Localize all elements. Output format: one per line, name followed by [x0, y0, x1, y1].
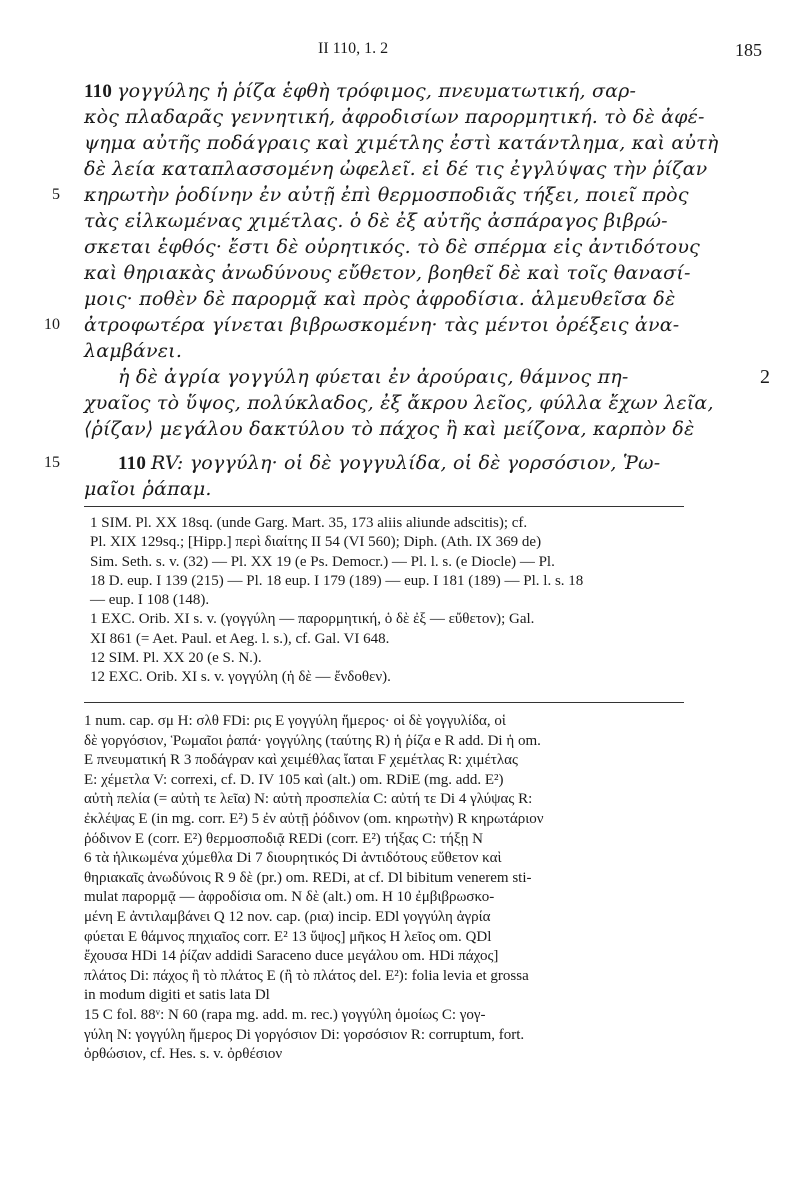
text-line: μαῖοι ῥάπαμ. [84, 478, 212, 500]
section-number: 110 [118, 453, 152, 474]
critical-line: φύεται E θάμνος πηχιαῖος corr. E² 13 ὕψος] μῆκος H λεῖος om. QDl [84, 928, 492, 945]
apparatus-line: 18 D. eup. I 139 (215) — Pl. 18 eup. I 179 (189) — eup. I 181 (189) — Pl. l. s. 18 [90, 572, 584, 589]
critical-line: 1 num. cap. σμ H: σλθ FDi: ρις E γογγύλη ἥμερος· οἱ δὲ γογγυλίδα, οἱ [84, 713, 506, 729]
critical-line: ῥόδινον E (corr. E²) θερμοσποδιᾷ REDi (corr. E²) τήξας C: τήξῃ N [84, 830, 484, 847]
text-line: μοις· ποθὲν δὲ παρορμᾷ καὶ πρὸς ἀφροδίσια. ἁλμευθεῖσα δὲ [84, 288, 676, 310]
critical-apparatus [84, 712, 704, 1065]
text-line: κὸς πλαδαρᾶς γεννητική, ἀφροδισίων παρορμητική. τὸ δὲ ἀφέ- [84, 106, 705, 128]
critical-line: μένη E ἀντιλαμβάνει Q 12 nov. cap. (ρια) incip. EDl γογγύλη ἀγρία [84, 908, 491, 925]
critical-line: δὲ γοργόσιον, Ῥωμαῖοι ῥαπά· γογγύλης (ταύτης R) ἡ ῥίζα e R add. Di ἡ om. [84, 732, 541, 749]
critical-line: 6 τὰ ἡλικωμένα χύμεθλα Di 7 διουρητικός Di ἀντιδότους εὔθετον καὶ [84, 850, 502, 867]
critical-line: αὐτὴ πελία (= αὐτὴ τε λεῖα) N: αὐτὴ προσπελία C: αὐτή τε Di 4 γλύψας R: [84, 791, 533, 808]
critical-line: γύλη N: γογγύλη ἥμερος Di γοργόσιον Di: γορσόσιον R: corruptum, fort. [84, 1026, 525, 1043]
line-number: 5 [52, 186, 60, 203]
text-line: σκεται ἑφθός· ἔστι δὲ οὐρητικός. τὸ δὲ σπέρμα εἰς ἀντιδότους [84, 236, 700, 258]
apparatus-line: Sim. Seth. s. v. (32) — Pl. XX 19 (e Ps. Democr.) — Pl. l. s. (e Diocle) — Pl. [90, 553, 555, 570]
text-line: καὶ θηριακὰς ἀνωδύνους εὔθετον, βοηθεῖ δὲ καὶ τοῖς θανασί- [84, 262, 691, 284]
critical-line: in modum digiti et satis lata Dl [84, 987, 270, 1004]
text-line: ⟨ῥίζαν⟩ μεγάλου δακτύλου τὸ πάχος ἢ καὶ μείζονα, καρπὸν δὲ [84, 418, 695, 440]
margin-number: 2 [760, 366, 770, 388]
page-header [84, 36, 764, 66]
apparatus-line: Pl. XIX 129sq.; [Hipp.] περὶ διαίτης II 54 (VI 560); Diph. (Ath. IX 369 de) [90, 534, 542, 551]
critical-line: θηριακαῖς ἀνωδύνοις R 9 δὲ (pr.) om. REDi, at cf. Dl bibitum venerem sti- [84, 869, 532, 886]
running-head: II 110, 1. 2 [318, 40, 389, 57]
critical-line: mulat παρορμᾷ — ἀφροδίσια om. N δὲ (alt.) om. H 10 ἐμβιβρωσκο- [84, 889, 495, 906]
text-line: λαμβάνει. [84, 340, 183, 362]
apparatus-line: 12 SIM. Pl. XX 20 (e S. N.). [90, 650, 262, 667]
critical-divider [84, 702, 684, 703]
apparatus-line: 12 EXC. Orib. XI s. v. γογγύλη (ἡ δὲ — ἔνδοθεν). [90, 669, 391, 686]
line-number: 15 [44, 454, 60, 471]
apparatus-line: XI 861 (= Aet. Paul. et Aeg. l. s.), cf. Gal. VI 648. [90, 630, 390, 647]
line-number: 10 [44, 316, 60, 333]
critical-line: πλάτος Di: πάχος ἢ τὸ πλάτος E (ἢ τὸ πλάτος del. E²): folia levia et grossa [84, 967, 529, 984]
page-number: 185 [735, 40, 762, 60]
text-line: 110 RV: γογγύλη· οἱ δὲ γογγυλίδα, οἱ δὲ γορσόσιον, Ῥω- [118, 452, 661, 474]
section-number: 110 [84, 81, 118, 102]
apparatus-line: 1 SIM. Pl. XX 18sq. (unde Garg. Mart. 35, 173 aliis aliunde adscitis); cf. [90, 515, 528, 531]
critical-line: 15 C fol. 88ᵛ: N 60 (rapa mg. add. m. rec.) γογγύλη ὁμοίως C: γογ- [84, 1006, 486, 1023]
critical-line: E πνευματική R 3 ποδάγραν καὶ χειμέθλας ἴαται F χεμέτλας R: χιμέτλας [84, 752, 518, 769]
text-line: ἡ δὲ ἀγρία γογγύλη φύεται ἐν ἀρούραις, θάμνος πη- [118, 366, 629, 388]
apparatus-line: — eup. I 108 (148). [90, 592, 210, 609]
text-line: ἀτροφωτέρα γίνεται βιβρωσκομένη· τὰς μέντοι ὀρέξεις ἀνα- [84, 314, 680, 336]
text-line: τὰς εἱλκωμένας χιμέτλας. ὁ δὲ ἐξ αὐτῆς ἀσπάραγος βιβρώ- [84, 210, 668, 232]
testimonia-apparatus [90, 514, 720, 688]
text-line: ψημα αὐτῆς ποδάγραις καὶ χιμέτλης ἐστὶ κατάντλημα, καὶ αὐτὴ [84, 132, 719, 154]
critical-line: ἔχουσα HDi 14 ῥίζαν addidi Saraceno duce μεγάλου om. HDi πάχος] [84, 948, 499, 965]
text-line: κηρωτὴν ῥοδίνην ἐν αὐτῇ ἐπὶ θερμοσποδιᾶς τήξει, ποιεῖ πρὸς [84, 184, 689, 206]
text-line: δὲ λεία καταπλασσομένη ὠφελεῖ. εἰ δέ τις ἐγγλύψας τὴν ῥίζαν [84, 158, 708, 180]
apparatus-divider [84, 506, 684, 507]
text-line: χυαῖος τὸ ὕψος, πολύκλαδος, ἐξ ἄκρου λεῖος, φύλλα ἔχων λεῖα, [84, 392, 714, 414]
critical-line: ἐκλέψας E (in mg. corr. E²) 5 ἐν αὐτῇ ῥόδινον (om. κηρωτὴν) R κηρωτάριον [84, 810, 544, 827]
apparatus-line: 1 EXC. Orib. XI s. v. (γογγύλη — παρορμητική, ὁ δὲ ἐξ — εὔθετον); Gal. [90, 611, 535, 628]
critical-line: ὀρθώσιον, cf. Hes. s. v. ὀρθέσιον [84, 1046, 283, 1063]
text-line: 110 γογγύλης ἡ ῥίζα ἑφθὴ τρόφιμος, πνευματωτική, σαρ- [84, 80, 637, 102]
critical-line: E: χέμετλα V: correxi, cf. D. IV 105 καὶ (alt.) om. RDiE (mg. add. E²) [84, 771, 504, 788]
